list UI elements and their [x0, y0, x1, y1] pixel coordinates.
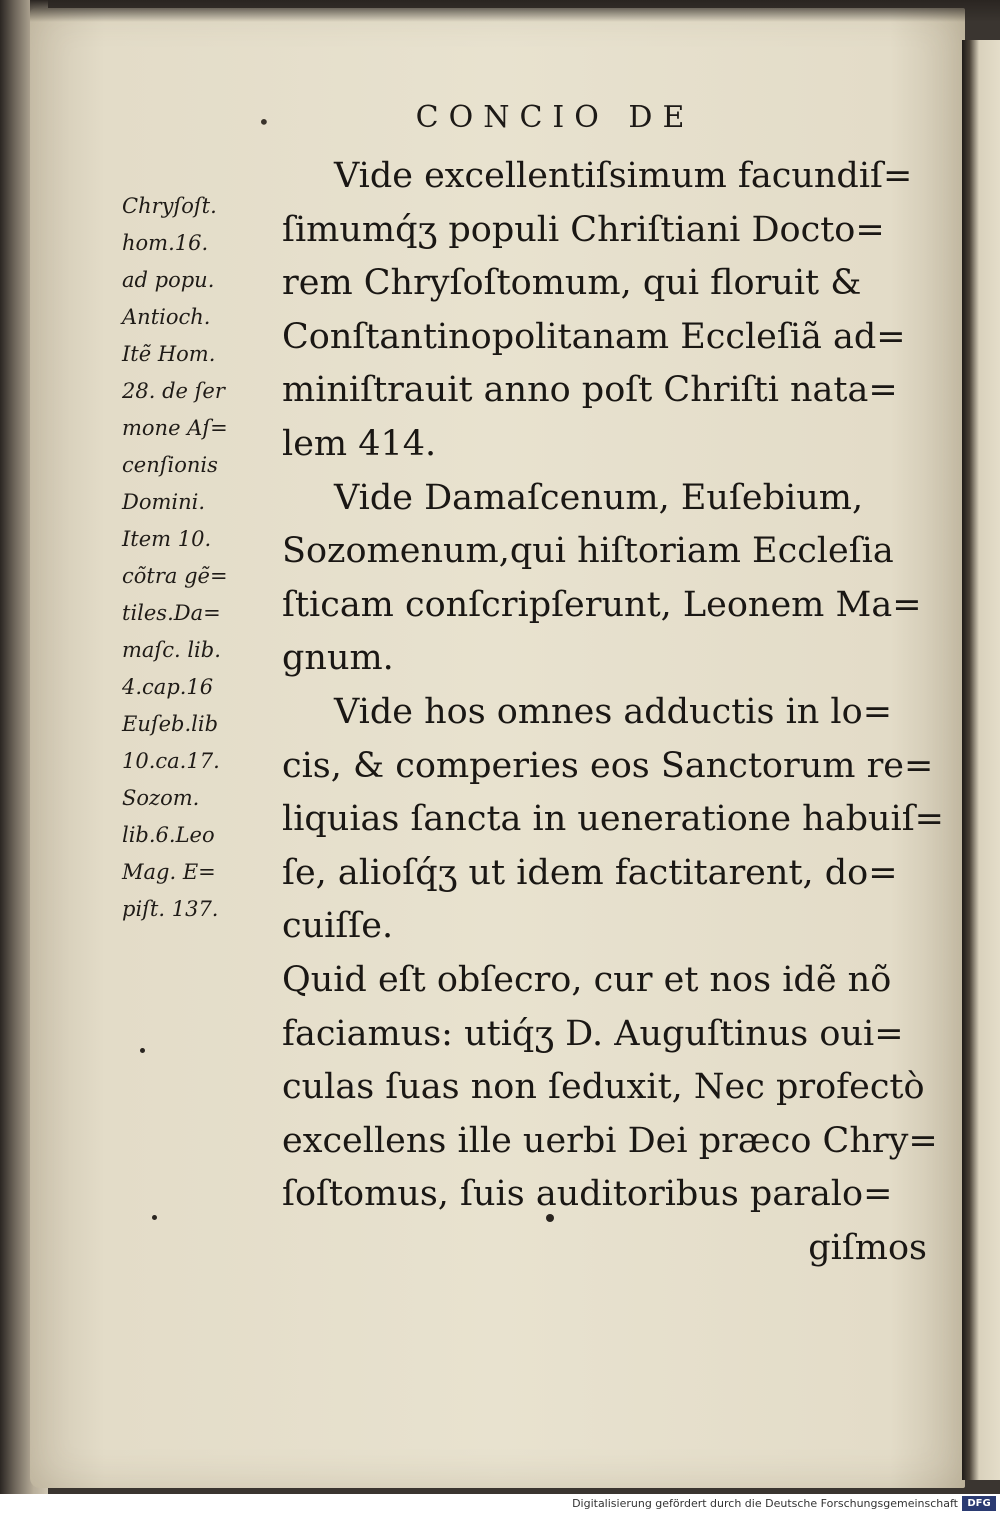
margin-note-line: mone Aſ= [122, 416, 228, 440]
text-line: Vide hos omnes adductis in lo= [334, 691, 893, 732]
margin-note-line: Antioch. [122, 305, 211, 329]
margin-note-line: 10.ca.17. [122, 749, 220, 773]
text-line: ſoſtomus, ſuis auditoribus paralo= [282, 1174, 893, 1215]
text-line: lem 414. [282, 423, 437, 464]
text-line: Sozomenum,qui hiſtoriam Eccleſia [282, 531, 894, 572]
margin-note-line: 4.cap.16 [122, 675, 214, 699]
margin-note-line: cõtra gẽ= [122, 564, 228, 588]
margin-note-line: hom.16. [122, 231, 209, 255]
margin-note-line: Item 10. [122, 527, 212, 551]
text-line: miniſtrauit anno poſt Chriſti nata= [282, 370, 898, 411]
margin-note-line: tiles.Da= [122, 601, 221, 625]
text-line: ſe, alioſq́ʒ ut idem factitarent, do= [282, 852, 898, 893]
ink-dot [152, 1215, 157, 1220]
text-line: cis, & comperies eos Sanctorum re= [282, 745, 934, 786]
ink-dot [546, 1214, 554, 1222]
text-line: excellens ille uerbi Dei præco Chry= [282, 1120, 938, 1161]
text-line: faciamus: utiq́ʒ D. Auguſtinus oui= [282, 1013, 904, 1054]
text-line: Conſtantinopolitanam Eccleſiã ad= [282, 316, 906, 357]
margin-note-line: Mag. E= [122, 860, 216, 884]
text-line: ſticam conſcripſerunt, Leonem Ma= [282, 584, 922, 625]
next-page-edge [962, 40, 1000, 1480]
margin-note-line: ad popu. [122, 268, 215, 292]
margin-note-line: piſt. 137. [122, 897, 219, 921]
margin-notes [122, 188, 272, 928]
text-line: Quid eſt obſecro, cur et nos idẽ nõ [282, 959, 892, 1000]
text-line: Vide excellentiſsimum facundiſ= [334, 156, 913, 196]
text-line: gnum. [282, 638, 394, 679]
margin-note-line: Sozom. [122, 786, 200, 810]
ink-dot [140, 1048, 145, 1053]
top-shadow [30, 0, 1000, 22]
footer-bar [0, 1494, 1000, 1514]
margin-note-line: 28. de ſer [122, 379, 225, 403]
text-line: Vide Damaſcenum, Euſebium, [334, 477, 864, 518]
margin-note-line: Euſeb.lib [122, 712, 219, 736]
running-header: CONCIO DE [415, 100, 695, 135]
dfg-logo: DFG [962, 1496, 996, 1511]
catchword: giſmos [808, 1227, 927, 1268]
ornament-dot: • [258, 110, 270, 134]
text-line: liquias ſancta in ueneratione habuiſ= [282, 799, 945, 840]
margin-note-line: Domini. [122, 490, 206, 514]
margin-note-line: lib.6.Leo [122, 823, 215, 847]
text-line: cuiſſe. [282, 906, 394, 947]
margin-note-line: cenſionis [122, 453, 218, 477]
digitization-credit: Digitalisierung gefördert durch die Deutsche Forschungsgemeinschaft [572, 1497, 958, 1510]
margin-note-line: Itẽ Hom. [122, 342, 216, 366]
body-text [282, 150, 947, 1275]
margin-note-line: maſc. lib. [122, 638, 221, 662]
text-line: rem Chryſoſtomum, qui floruit & [282, 263, 862, 304]
margin-note-line: Chryſoſt. [122, 194, 217, 218]
text-line: ſimumq́ʒ populi Chriſtiani Docto= [282, 209, 885, 250]
text-line: culas ſuas non ſeduxit, Nec profectò [282, 1067, 925, 1108]
